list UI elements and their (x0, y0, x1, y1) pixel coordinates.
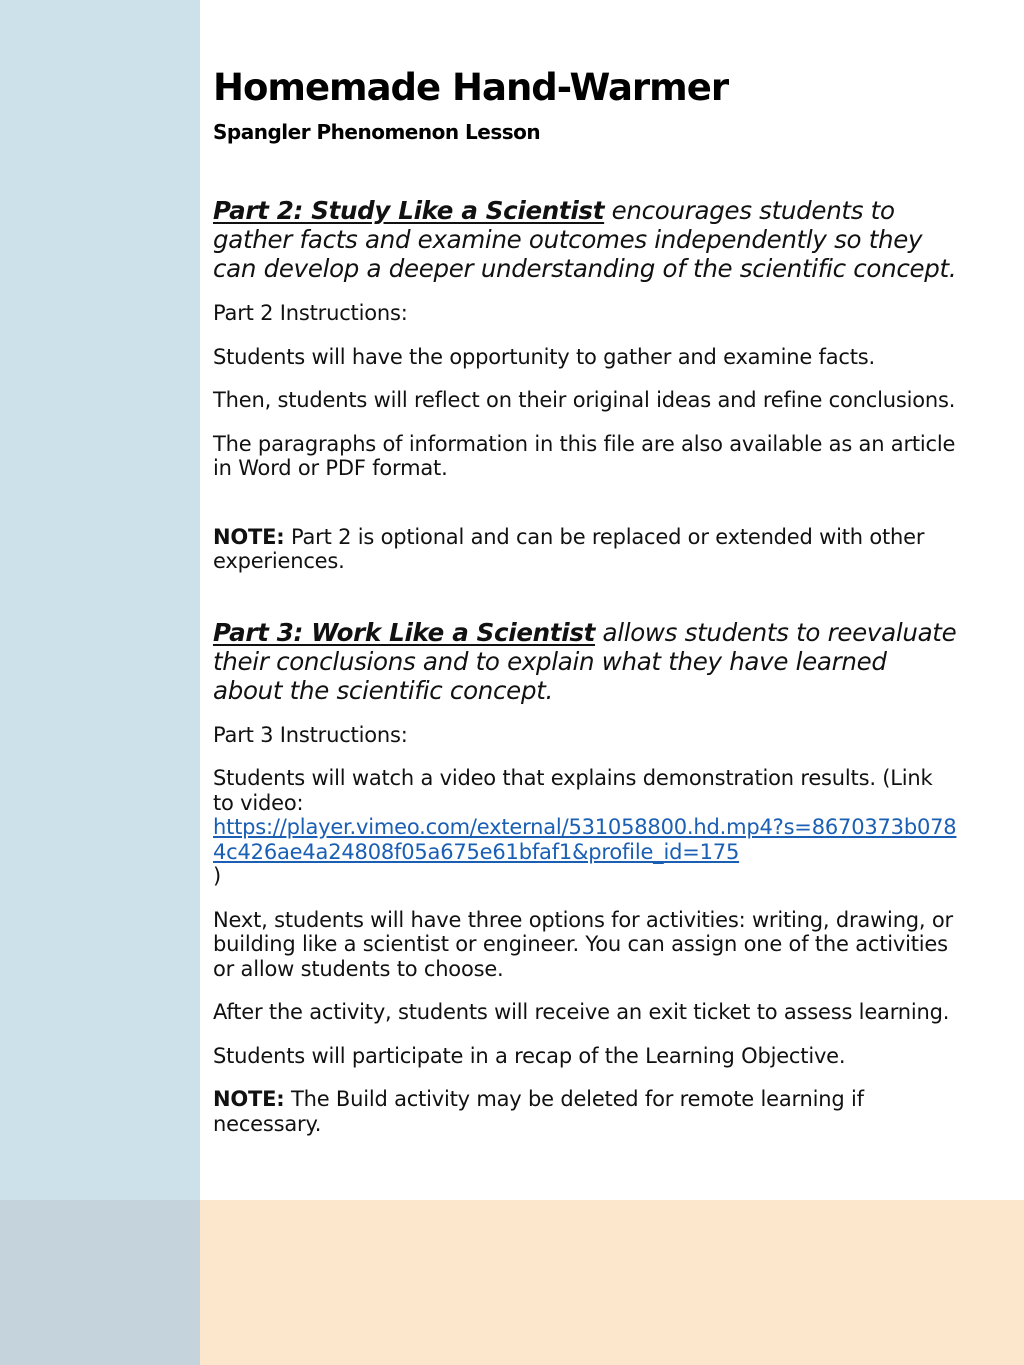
part2-instructions-label: Part 2 Instructions: (213, 301, 408, 325)
part2-intro (213, 196, 958, 283)
part2-paragraph: Students will have the opportunity to gather and examine facts. (213, 344, 876, 369)
part3-paragraph: Students will participate in a recap of the Learning Objective. (213, 1043, 846, 1068)
part3-video-text: Students will watch a video that explains demonstration results. (Link to video: (213, 766, 933, 815)
part2-heading: Part 2: Study Like a Scientist (213, 196, 605, 225)
part2-note-text: Part 2 is optional and can be replaced or extended with other experiences. (213, 524, 925, 573)
video-link[interactable]: https://player.vimeo.com/external/531058800.hd.mp4?s=8670373b0784c426ae4a24808f05a675e61bfaf1&profile_id=175 (213, 815, 957, 864)
part3-description: allows students to reevaluate their conclusions and to explain what they have learned about the scientific concept. (213, 617, 957, 705)
part2-description: encourages students to gather facts and examine outcomes independently so they can develop a deeper understanding of the scientific concept. (213, 196, 957, 283)
part3-instructions-label: Part 3 Instructions: (213, 722, 408, 747)
document-subtitle: Spangler Phenomenon Lesson (213, 120, 541, 144)
lesson-content (213, 62, 958, 1136)
part2-paragraph: The paragraphs of information in this file are also available as an article in Word or PDF format. (213, 431, 956, 480)
part3-note-label: NOTE: (213, 1087, 285, 1111)
part2-paragraph: Then, students will reflect on their original ideas and refine conclusions. (213, 388, 956, 412)
left-decorative-band (0, 0, 200, 1200)
left-bottom-band (0, 1200, 200, 1365)
part3-heading: Part 3: Work Like a Scientist (213, 617, 596, 647)
part3-note-text: The Build activity may be deleted for remote learning if necessary. (213, 1087, 864, 1136)
document-title: Homemade Hand-Warmer (213, 66, 729, 109)
part3-note (213, 1087, 958, 1136)
footer-band (200, 1200, 1024, 1365)
part2-note-label: NOTE: (213, 524, 285, 549)
part3-paragraph: After the activity, students will receive an exit ticket to assess learning. (213, 1000, 950, 1024)
part3-paragraph: Next, students will have three options for activities: writing, drawing, or building like a scientist or engineer. You can assign one of the activities or allow students to choose. (213, 907, 953, 981)
part3-video-close: ) (213, 864, 221, 888)
part3-video-paragraph (213, 766, 958, 889)
part3-intro (213, 618, 958, 705)
part2-note (213, 525, 958, 574)
